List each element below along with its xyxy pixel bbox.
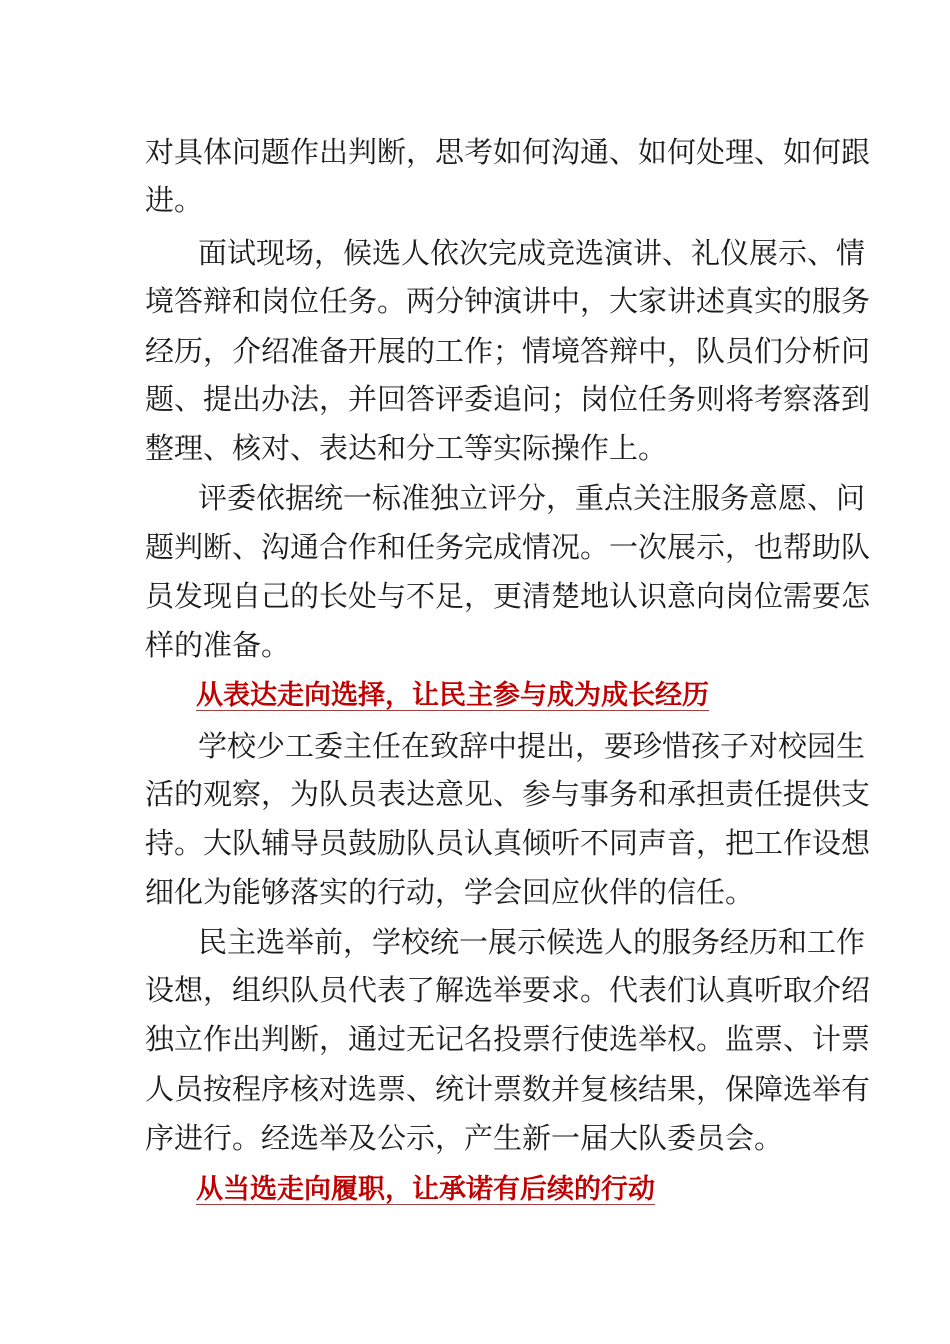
paragraph-line: 进。 bbox=[145, 183, 204, 217]
paragraph-line: 细化为能够落实的行动，学会回应伙伴的信任。 bbox=[145, 875, 755, 909]
paragraph-line: 面试现场，候选人依次完成竞选演讲、礼仪展示、情 bbox=[198, 236, 866, 270]
paragraph-line: 学校少工委主任在致辞中提出，要珍惜孩子对校园生 bbox=[198, 729, 866, 763]
paragraph-line: 对具体问题作出判断，思考如何沟通、如何处理、如何跟 bbox=[145, 135, 871, 169]
paragraph-line: 序进行。经选举及公示，产生新一届大队委员会。 bbox=[145, 1121, 784, 1155]
paragraph-line: 样的准备。 bbox=[145, 628, 291, 662]
paragraph-line: 活的观察，为队员表达意见、参与事务和承担责任提供支 bbox=[145, 777, 871, 811]
paragraph-line: 境答辩和岗位任务。两分钟演讲中，大家讲述真实的服务 bbox=[145, 284, 871, 318]
paragraph-line: 经历，介绍准备开展的工作；情境答辩中，队员们分析问 bbox=[145, 334, 871, 368]
paragraph-line: 题判断、沟通合作和任务完成情况。一次展示，也帮助队 bbox=[145, 530, 871, 564]
paragraph-line: 设想，组织队员代表了解选举要求。代表们认真听取介绍 bbox=[145, 973, 871, 1007]
paragraph-line: 题、提出办法，并回答评委追问；岗位任务则将考察落到 bbox=[145, 382, 871, 416]
paragraph-line: 独立作出判断，通过无记名投票行使选举权。监票、计票 bbox=[145, 1022, 871, 1056]
section-heading: 从当选走向履职，让承诺有后续的行动 bbox=[196, 1174, 655, 1205]
paragraph-line: 持。大队辅导员鼓励队员认真倾听不同声音，把工作设想 bbox=[145, 826, 871, 860]
paragraph-line: 评委依据统一标准独立评分，重点关注服务意愿、问 bbox=[198, 481, 866, 515]
section-heading: 从表达走向选择，让民主参与成为成长经历 bbox=[196, 680, 709, 711]
paragraph-line: 民主选举前，学校统一展示候选人的服务经历和工作 bbox=[198, 925, 866, 959]
paragraph-line: 人员按程序核对选票、统计票数并复核结果，保障选举有 bbox=[145, 1072, 871, 1106]
paragraph-line: 员发现自己的长处与不足，更清楚地认识意向岗位需要怎 bbox=[145, 579, 871, 613]
paragraph-line: 整理、核对、表达和分工等实际操作上。 bbox=[145, 431, 668, 465]
